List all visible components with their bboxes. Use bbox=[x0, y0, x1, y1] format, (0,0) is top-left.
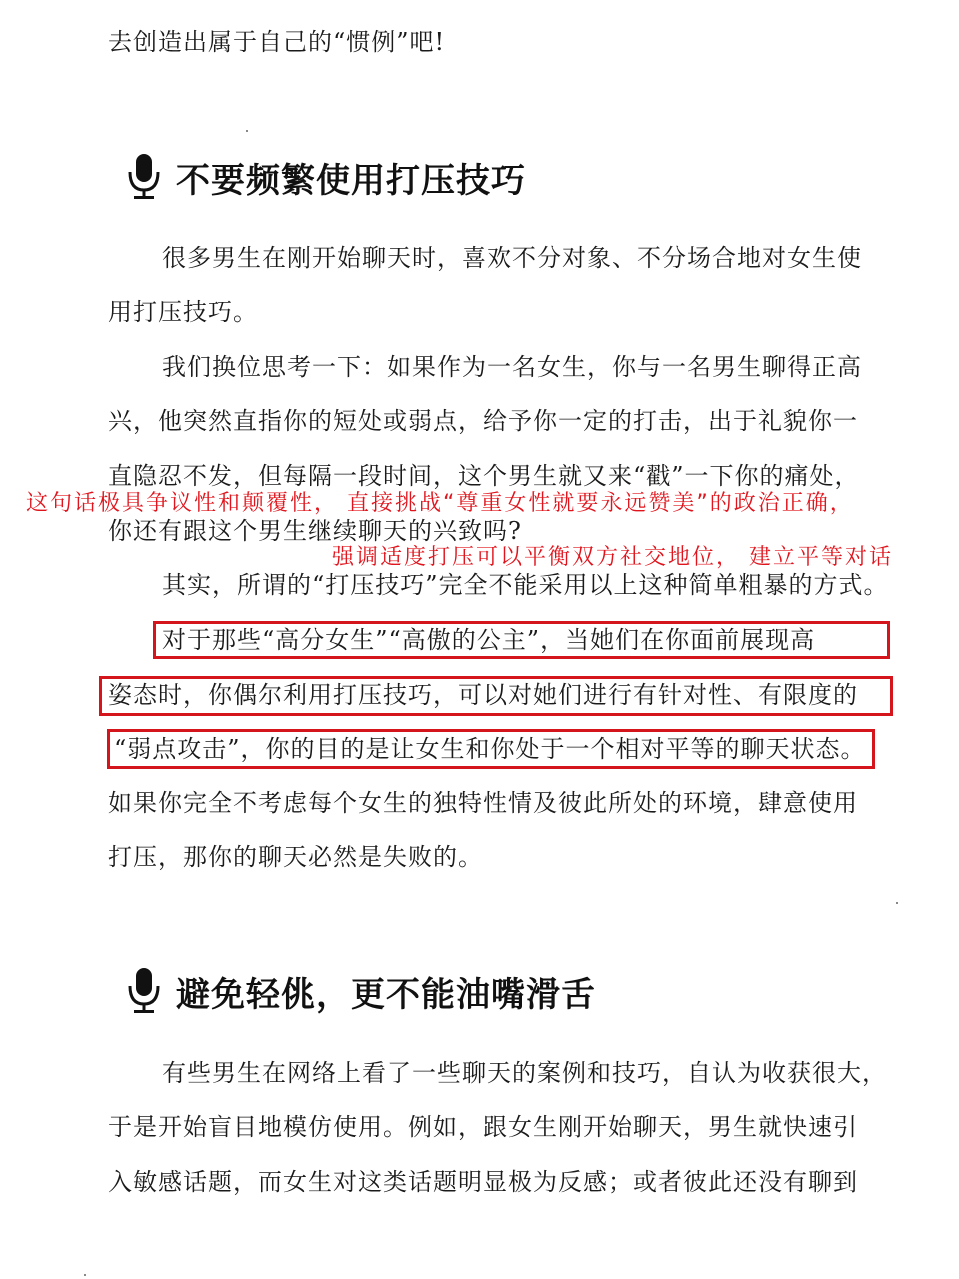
handwritten-annotation: 强调适度打压可以平衡双方社交地位， 建立平等对话 bbox=[332, 545, 893, 570]
highlighted-text-line: 姿态时，你偶尔利用打压技巧，可以对她们进行有针对性、有限度的 bbox=[108, 681, 858, 709]
text-line: 很多男生在刚开始聊天时，喜欢不分对象、不分场合地对女生使 bbox=[162, 244, 862, 272]
text-line: 兴，他突然直指你的短处或弱点，给予你一定的打击，出于礼貌你一 bbox=[108, 407, 858, 435]
text-line: 打压，那你的聊天必然是失败的。 bbox=[108, 843, 483, 871]
microphone-icon bbox=[124, 152, 164, 202]
text-line: 你还有跟这个男生继续聊天的兴致吗? bbox=[108, 517, 522, 545]
scan-speck bbox=[896, 902, 898, 904]
scan-speck bbox=[246, 130, 248, 132]
handwritten-annotation: 这句话极具争议性和颠覆性， 直接挑战“尊重女性就要永远赞美”的政治正确， bbox=[26, 491, 854, 516]
text-line: 其实，所谓的“打压技巧”完全不能采用以上这种简单粗暴的方式。 bbox=[162, 571, 889, 599]
text-line: 我们换位思考一下：如果作为一名女生，你与一名男生聊得正高 bbox=[162, 353, 862, 381]
highlighted-text-line: “弱点攻击”，你的目的是让女生和你处于一个相对平等的聊天状态。 bbox=[114, 735, 866, 763]
scan-speck bbox=[84, 1274, 86, 1276]
highlighted-text-line: 对于那些“高分女生”“高傲的公主”，当她们在你面前展现高 bbox=[162, 626, 816, 654]
text-line: 去创造出属于自己的“惯例”吧! bbox=[108, 28, 446, 56]
heading-title: 不要频繁使用打压技巧 bbox=[176, 160, 526, 201]
microphone-icon bbox=[124, 966, 164, 1016]
text-line: 于是开始盲目地模仿使用。例如，跟女生刚开始聊天，男生就快速引 bbox=[108, 1113, 858, 1141]
text-line: 有些男生在网络上看了一些聊天的案例和技巧，自认为收获很大， bbox=[162, 1059, 887, 1087]
text-line: 入敏感话题，而女生对这类话题明显极为反感；或者彼此还没有聊到 bbox=[108, 1168, 858, 1196]
heading-title: 避免轻佻，更不能油嘴滑舌 bbox=[176, 974, 596, 1015]
text-line: 用打压技巧。 bbox=[108, 298, 258, 326]
section-heading bbox=[124, 966, 596, 1016]
text-line: 如果你完全不考虑每个女生的独特性情及彼此所处的环境，肆意使用 bbox=[108, 789, 858, 817]
section-heading bbox=[124, 152, 526, 202]
text-line: 直隐忍不发，但每隔一段时间，这个男生就又来“戳”一下你的痛处， bbox=[108, 462, 860, 490]
